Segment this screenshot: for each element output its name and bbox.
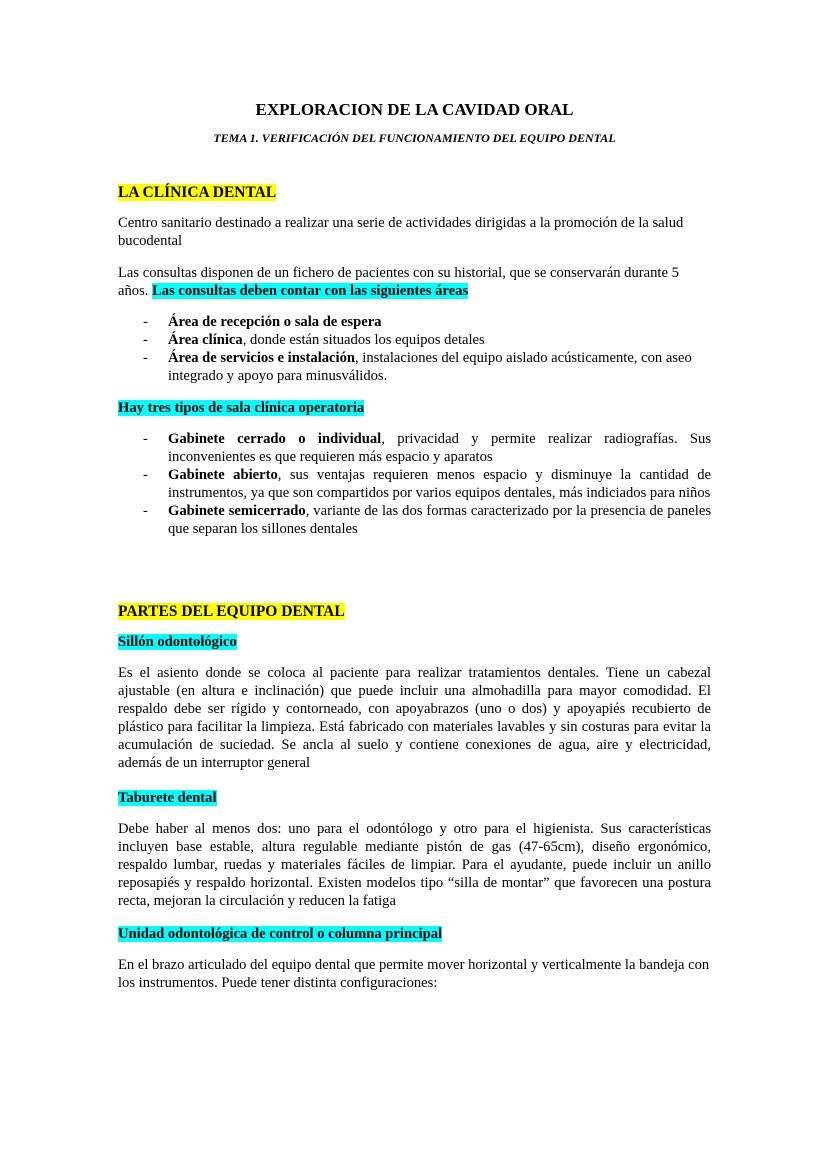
tipos-list xyxy=(118,430,711,538)
unidad-paragraph: En el brazo articulado del equipo dental que permite mover horizontal y verticalmente la bandeja con los instrumentos. Puede tener distinta configuraciones: xyxy=(118,957,710,991)
taburete-paragraph: Debe haber al menos dos: uno para el odontólogo y otro para el higienista. Sus características incluyen base estable, altura regulable mediante pistón de gas (47-65cm), diseño ergonómico, respaldo lumbar, ruedas y materiales fáciles de limpiar. Para el ayudante, puede incluir un anillo reposapiés y respaldo horizontal. Existen modelos tipo “silla de montar” que favorecen una postura recta, mejoran la circulación y reducen la fatiga xyxy=(118,821,711,909)
consultas-paragraph xyxy=(118,264,711,300)
clinica-heading: LA CLÍNICA DENTAL xyxy=(118,184,277,201)
clinica-intro: Centro sanitario destinado a realizar una serie de actividades dirigidas a la promoción de la salud bucodental xyxy=(118,215,684,249)
sillon-heading-row xyxy=(118,633,711,651)
list-item: - Gabinete semicerrado, variante de las dos formas caracterizado por la presencia de paneles que separan los sillones dentales xyxy=(143,503,711,537)
list-item: - Gabinete abierto, sus ventajas requieren menos espacio y disminuye la cantidad de instrumentos, ya que son compartidos por varios equipos dentales, más indiciados para niños xyxy=(143,467,711,501)
list-item: - Área clínica, donde están situados los equipos detales xyxy=(143,332,485,348)
sillon-heading: Sillón odontológico xyxy=(118,634,237,650)
sillon-paragraph: Es el asiento donde se coloca al paciente para realizar tratamientos dentales. Tiene un cabezal ajustable (en altura e inclinación) que puede incluir una almohadilla para mayor comodidad. El respaldo debe ser rígido y contorneado, con apoyabrazos (uno o dos) y apoyapiés recubierto de plástico para facilitar la limpieza. Está fabricado con materiales lavables y sin costuras para evitar la acumulación de suciedad. Se ancla al suelo y contiene conexiones de agua, aire y electricidad, además de un interruptor general xyxy=(118,665,711,771)
unidad-heading: Unidad odontológica de control o columna principal xyxy=(118,926,443,942)
unidad-heading-row xyxy=(118,925,711,943)
section-heading-partes xyxy=(118,602,711,621)
tipos-heading-row xyxy=(118,399,711,417)
taburete-heading: Taburete dental xyxy=(118,790,217,806)
list-item: - Área de servicios e instalación, instalaciones del equipo aislado acústicamente, con aseo integrado y apoyo para minusválidos. xyxy=(143,350,692,384)
areas-list xyxy=(118,313,711,385)
consultas-text: Las consultas disponen de un fichero de pacientes con su historial, que se conservarán durante 5 años. xyxy=(118,265,679,299)
document-subtitle: TEMA 1. VERIFICACIÓN DEL FUNCIONAMIENTO DEL EQUIPO DENTAL xyxy=(213,131,616,145)
partes-heading: PARTES DEL EQUIPO DENTAL xyxy=(118,603,345,620)
list-item: - Gabinete cerrado o individual, privacidad y permite realizar radiografías. Sus inconvenientes es que requieren más espacio y aparatos xyxy=(143,431,711,465)
taburete-heading-row xyxy=(118,789,711,807)
section-heading-clinica xyxy=(118,183,711,202)
document-title: EXPLORACION DE LA CAVIDAD ORAL xyxy=(255,100,574,119)
list-item: - Área de recepción o sala de espera xyxy=(143,314,382,330)
tipos-heading: Hay tres tipos de sala clínica operatoria xyxy=(118,400,365,416)
consultas-highlight: Las consultas deben contar con las siguientes áreas xyxy=(152,283,469,299)
